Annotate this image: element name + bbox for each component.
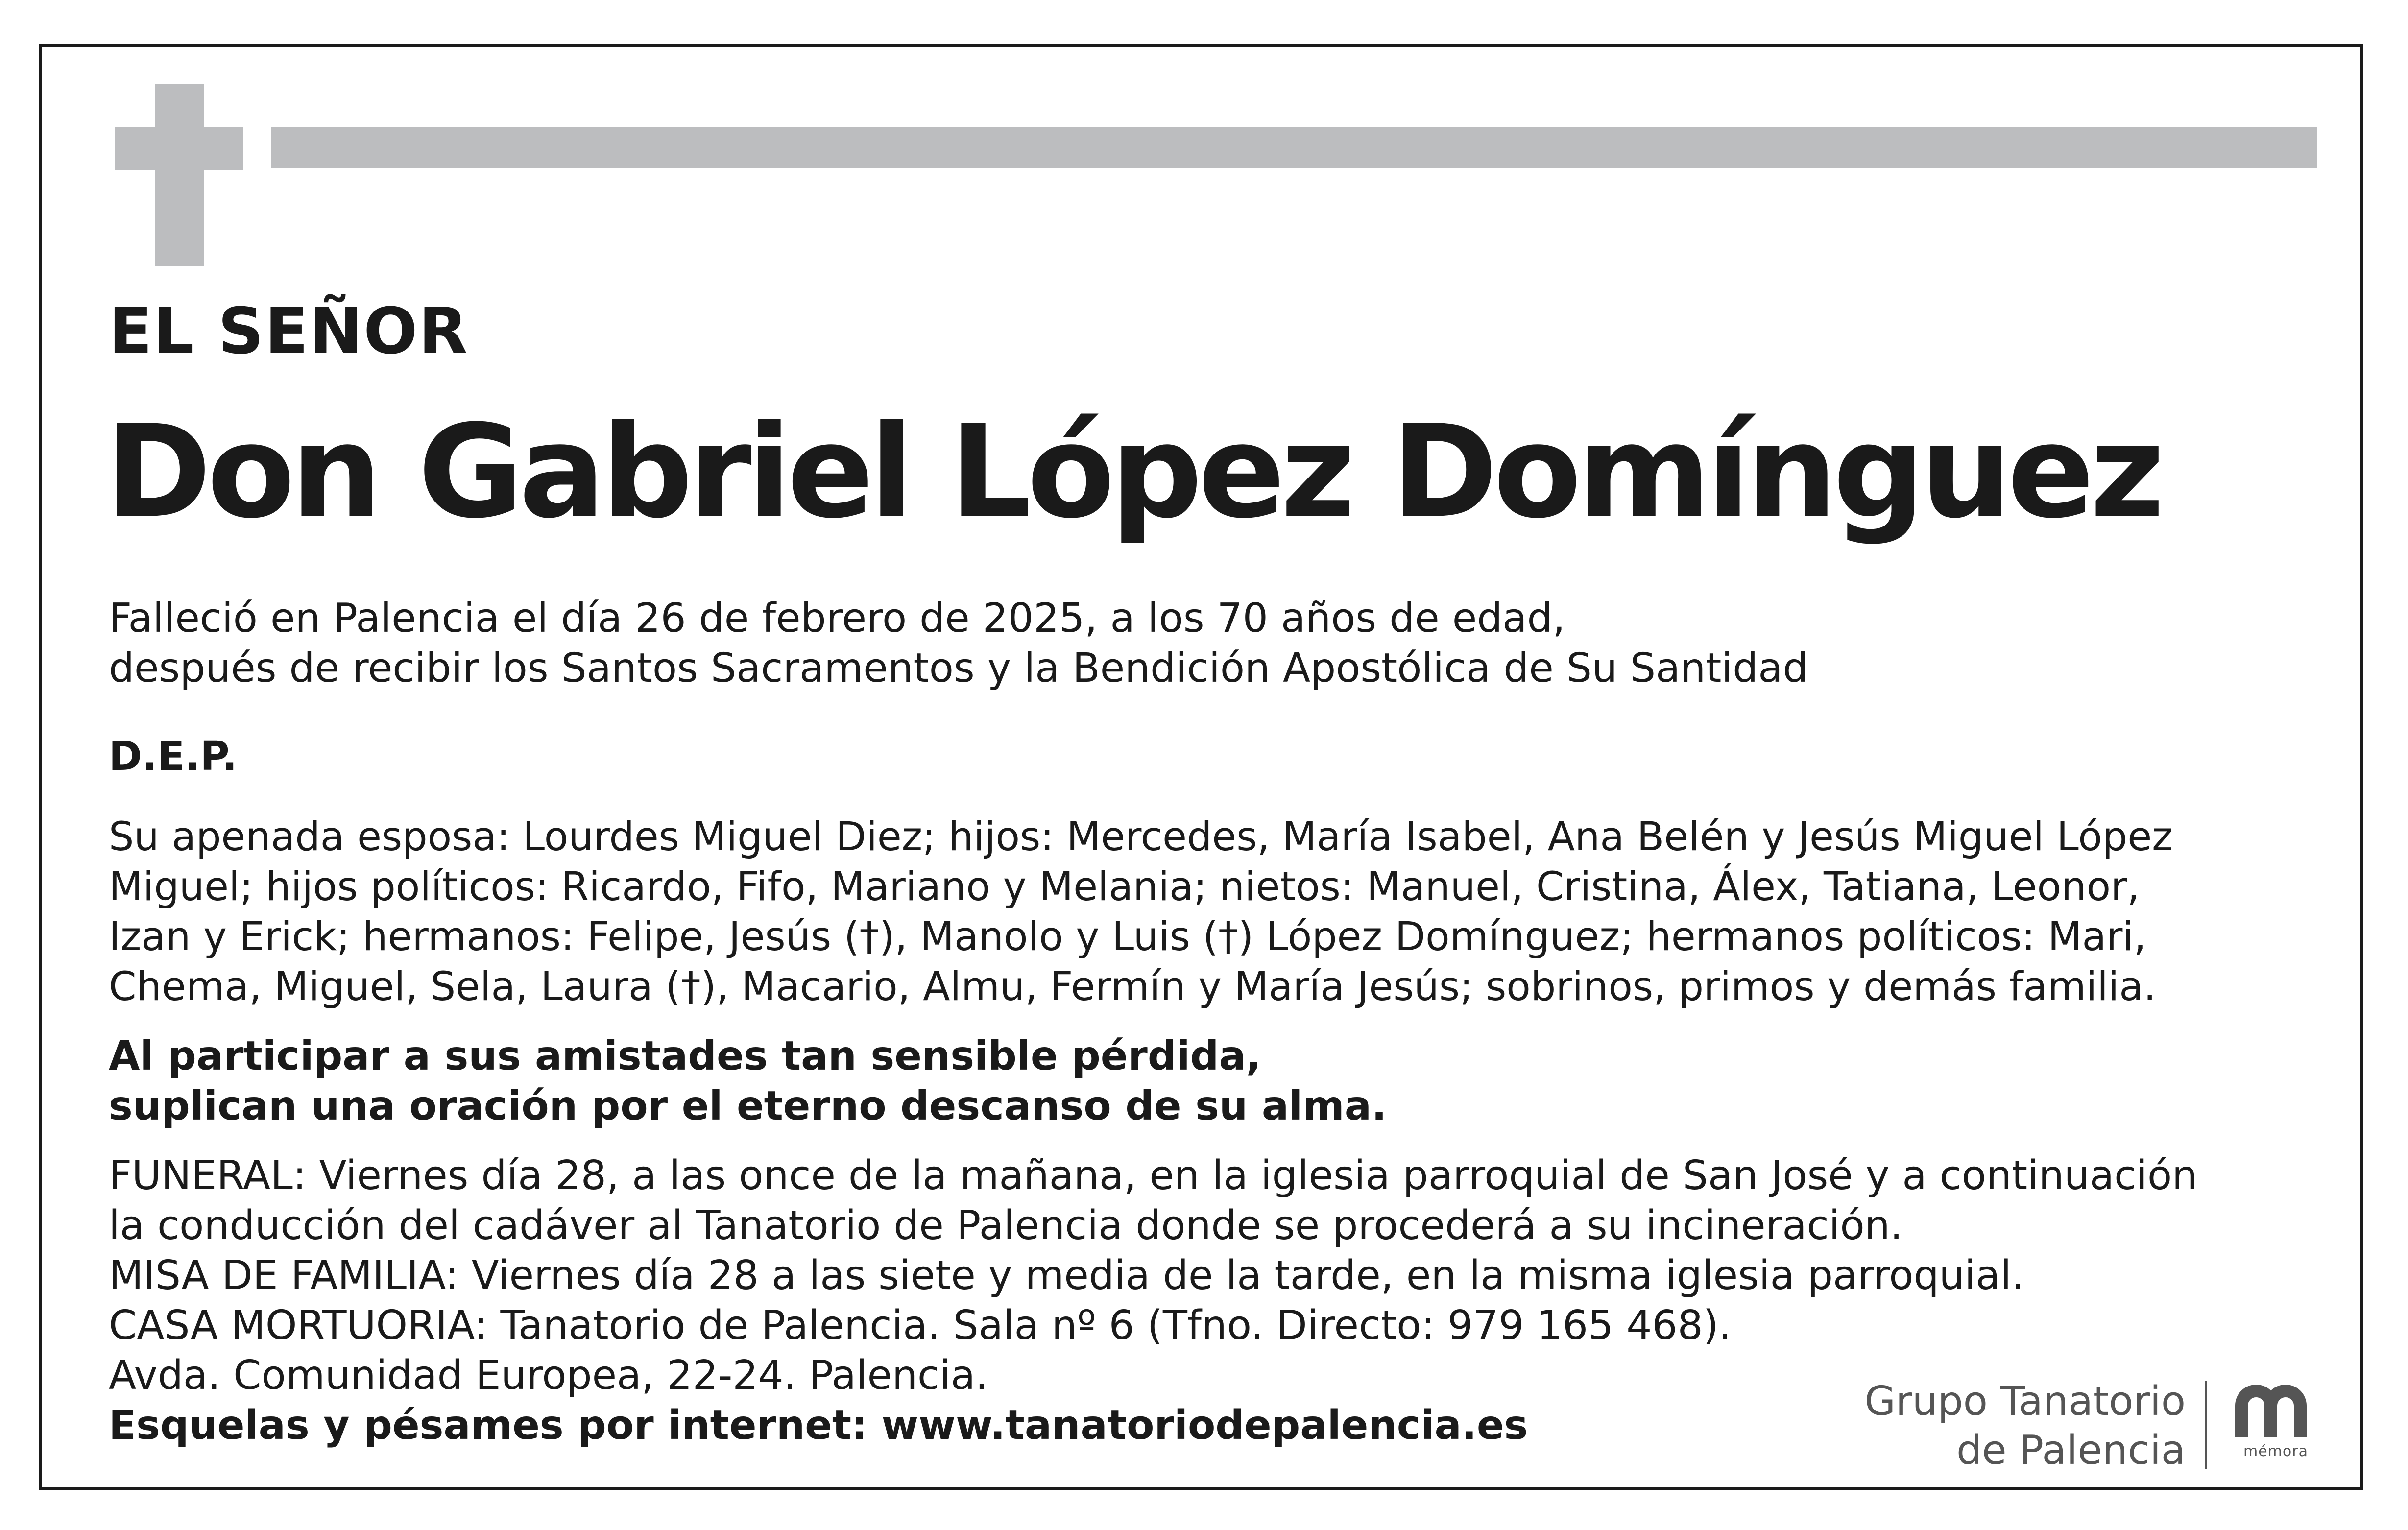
logo-divider xyxy=(2205,1381,2207,1469)
family-line: Miguel; hijos políticos: Ricardo, Fifo, Mariano y Melania; nietos: Manuel, Cristina, Álex, Tatiana, Leonor, xyxy=(109,864,2140,910)
death-notice xyxy=(109,594,1808,693)
family-mass-line: MISA DE FAMILIA: Viernes día 28 a las siete y media de la tarde, en la misma iglesia parroquial. xyxy=(109,1252,2024,1299)
header-bar xyxy=(271,127,2317,168)
address-line: Avda. Comunidad Europea, 22-24. Palencia. xyxy=(109,1352,988,1399)
deceased-name: Don Gabriel López Domínguez xyxy=(105,397,2161,547)
family-line: Chema, Miguel, Sela, Laura (†), Macario, Almu, Fermín y María Jesús; sobrinos, primos y demás familia. xyxy=(109,964,2156,1010)
logo-text xyxy=(1865,1377,2186,1475)
family-line: Izan y Erick; hermanos: Felipe, Jesús (†), Manolo y Luis (†) López Domínguez; hermanos políticos: Mari, xyxy=(109,914,2146,960)
funeral-line: la conducción del cadáver al Tanatorio de Palencia donde se procederá a su incineración. xyxy=(109,1202,1903,1249)
logo-line: de Palencia xyxy=(1956,1427,2186,1474)
prayer-request xyxy=(109,1031,1387,1131)
funeral-line: FUNERAL: Viernes día 28, a las once de la mañana, en la iglesia parroquial de San José y a continuación xyxy=(109,1152,2198,1199)
family-line: Su apenada esposa: Lourdes Miguel Diez; hijos: Mercedes, María Isabel, Ana Belén y Jesús Miguel López xyxy=(109,814,2173,860)
dep-abbreviation: D.E.P. xyxy=(109,733,238,780)
latin-cross-icon-arm xyxy=(115,127,243,170)
death-notice-line: Falleció en Palencia el día 26 de febrero de 2025, a los 70 años de edad, xyxy=(109,595,1565,642)
death-notice-line: después de recibir los Santos Sacramentos y la Bendición Apostólica de Su Santidad xyxy=(109,645,1808,692)
tanatorio-logo xyxy=(1864,1378,2325,1489)
deceased-title: EL SEÑOR xyxy=(109,294,469,368)
logo-mark-label: mémora xyxy=(2243,1443,2308,1460)
family-list xyxy=(109,812,2173,1012)
memora-m-logo-icon xyxy=(2227,1381,2325,1460)
internet-line: Esquelas y pésames por internet: www.tanatoriodepalencia.es xyxy=(109,1402,1528,1449)
memora-m-glyph xyxy=(2232,1381,2320,1440)
prayer-request-line: Al participar a sus amistades tan sensible pérdida, xyxy=(109,1033,1261,1079)
mortuary-line: CASA MORTUORIA: Tanatorio de Palencia. Sala nº 6 (Tfno. Directo: 979 165 468). xyxy=(109,1302,1732,1349)
latin-cross-icon xyxy=(155,84,204,266)
prayer-request-line: suplican una oración por el eterno descanso de su alma. xyxy=(109,1083,1387,1129)
logo-line: Grupo Tanatorio xyxy=(1864,1378,2186,1425)
